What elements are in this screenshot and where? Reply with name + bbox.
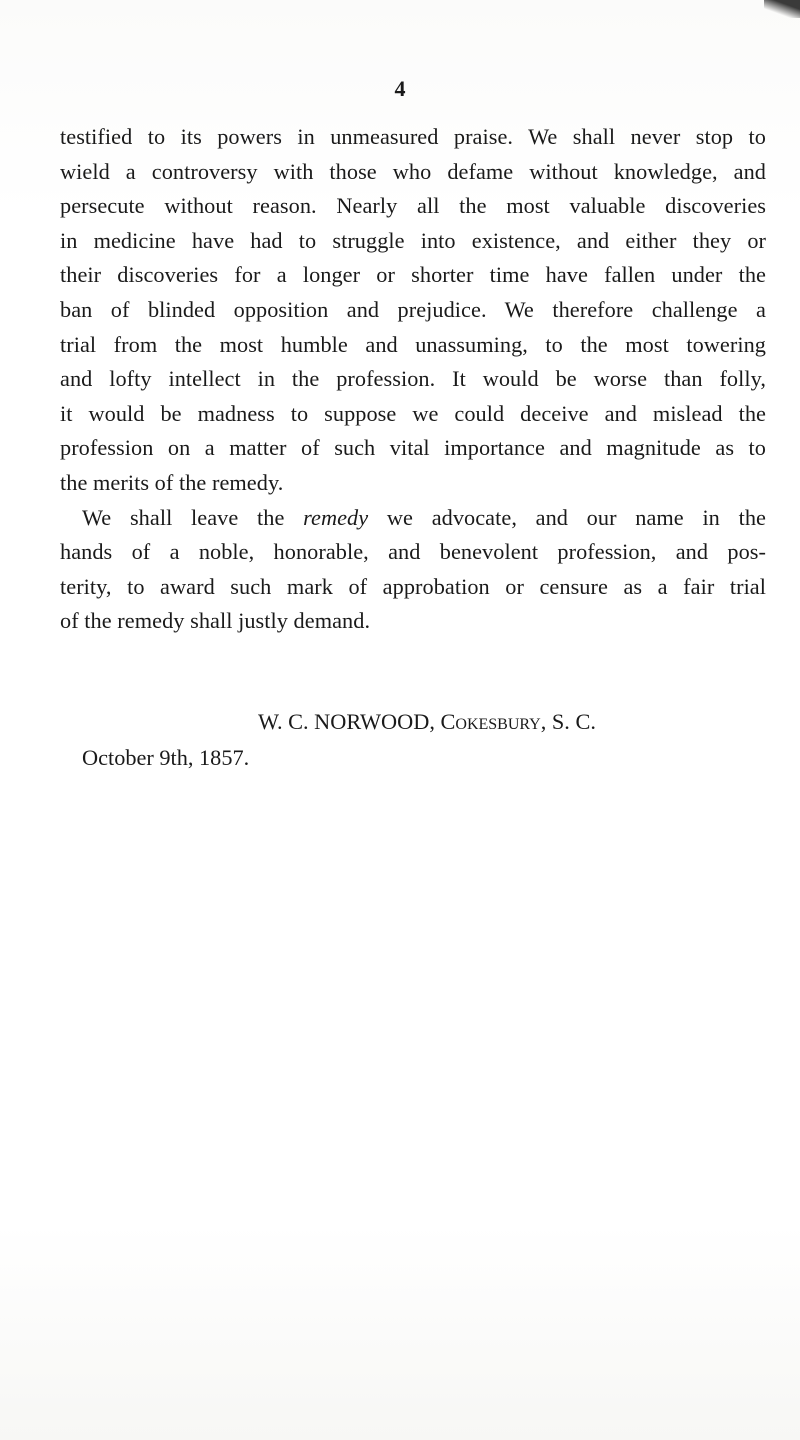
text-line: their discoveries for a longer or shorter time have fallen under the xyxy=(60,262,766,288)
text-line xyxy=(60,501,766,536)
text-line: and lofty intellect in the profession. It would be worse than folly, xyxy=(60,366,766,392)
emphasis-remedy: remedy xyxy=(303,504,369,530)
text-line: trial from the most humble and unassuming, to the most towering xyxy=(60,331,766,357)
text-line: in medicine have had to struggle into existence, and either they or xyxy=(60,227,766,253)
text-line: persecute without reason. Nearly all the most valuable discoveries xyxy=(60,193,766,219)
text-segment: We shall leave the xyxy=(82,504,304,530)
page-number: 4 xyxy=(394,76,406,101)
text-segment: we advocate, and our name in the xyxy=(368,504,766,530)
page-corner-shadow xyxy=(764,0,800,18)
author-state: , S. C. xyxy=(540,709,596,734)
body-text xyxy=(60,120,766,639)
text-line: of the remedy shall justly demand. xyxy=(60,608,371,634)
text-line: the merits of the remedy. xyxy=(60,469,284,495)
paragraph-1 xyxy=(60,120,766,501)
text-line: it would be madness to suppose we could deceive and mislead the xyxy=(60,400,766,426)
date-line: October 9th, 1857. xyxy=(82,745,250,770)
text-line: hands of a noble, honorable, and benevolent profession, and pos- xyxy=(60,539,766,565)
text-line: profession on a matter of such vital importance and magnitude as to xyxy=(60,435,766,461)
author-name: W. C. NORWOOD, xyxy=(258,709,435,734)
text-line: ban of blinded opposition and prejudice. We therefore challenge a xyxy=(60,296,766,322)
paragraph-2 xyxy=(60,501,766,639)
text-line: terity, to award such mark of approbation or censure as a fair trial xyxy=(60,573,766,599)
signature-line xyxy=(258,705,596,740)
author-place: Cokesbury xyxy=(440,709,541,734)
text-line: testified to its powers in unmeasured praise. We shall never stop to xyxy=(60,124,766,149)
text-line: wield a controversy with those who defame without knowledge, and xyxy=(60,158,766,184)
